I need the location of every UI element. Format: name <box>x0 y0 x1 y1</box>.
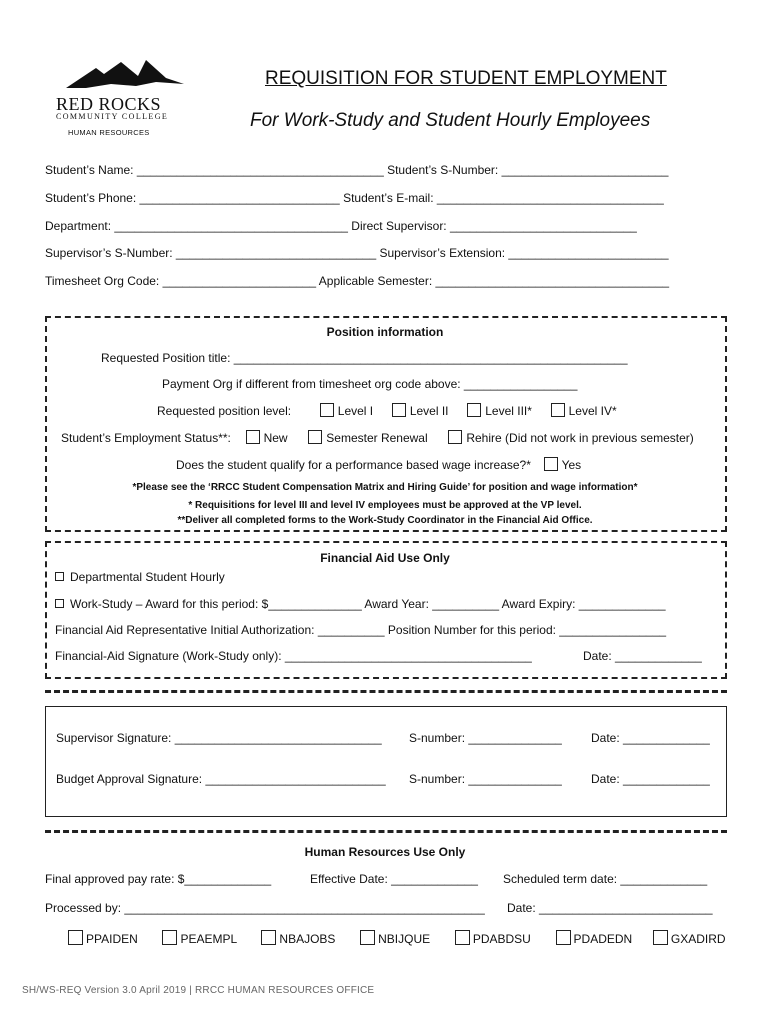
section-divider <box>45 830 727 833</box>
term-date-field[interactable]: Scheduled term date: _____________ <box>503 872 708 886</box>
wage-question-row <box>176 457 581 472</box>
supervisor-signature-field[interactable]: Supervisor Signature: _______________________________ <box>56 731 382 745</box>
status-rehire-checkbox[interactable] <box>448 430 462 444</box>
college-subname: COMMUNITY COLLEGE <box>56 112 169 121</box>
status-renewal-label: Semester Renewal <box>326 431 428 445</box>
employment-status-row <box>61 430 694 445</box>
wage-yes-checkbox[interactable] <box>544 457 558 471</box>
code-pdadedn-label: PDADEDN <box>573 932 633 946</box>
hr-codes-row <box>68 930 726 946</box>
code-pdabdsu-checkbox[interactable] <box>455 930 470 945</box>
status-new-label: New <box>263 431 288 445</box>
status-renewal-checkbox[interactable] <box>308 430 322 444</box>
college-logo <box>52 58 192 140</box>
level-4-checkbox[interactable] <box>551 403 565 417</box>
requested-title-field[interactable]: Requested Position title: ___________________________________________________________ <box>101 351 628 365</box>
financial-aid-heading: Financial Aid Use Only <box>320 551 450 565</box>
level-4-label: Level IV* <box>568 404 617 418</box>
budget-date-field[interactable]: Date: _____________ <box>591 772 710 786</box>
code-gxadird-label: GXADIRD <box>670 932 726 946</box>
supervisor-snumber-field[interactable]: S-number: ______________ <box>409 731 562 745</box>
footer-version: SH/WS-REQ Version 3.0 April 2019 | RRCC HUMAN RESOURCES OFFICE <box>22 985 375 996</box>
note-deliver: **Deliver all completed forms to the Work-Study Coordinator in the Financial Aid Office. <box>177 515 593 526</box>
hr-heading: Human Resources Use Only <box>304 845 466 859</box>
code-peaempl-checkbox[interactable] <box>162 930 177 945</box>
financial-aid-date-field[interactable]: Date: _____________ <box>583 649 702 663</box>
work-study-label[interactable]: Work-Study – Award for this period: $______________ Award Year: __________ Award Expiry: _____________ <box>70 597 666 611</box>
position-heading: Position information <box>326 325 444 339</box>
departmental-hourly-row <box>55 570 225 584</box>
level-row <box>157 403 617 418</box>
level-1-label: Level I <box>337 404 374 418</box>
code-pdabdsu-label: PDABDSU <box>472 932 531 946</box>
status-rehire-label: Rehire (Did not work in previous semester) <box>466 431 694 445</box>
code-peaempl-label: PEAEMPL <box>180 932 237 946</box>
level-2-label: Level II <box>409 404 449 418</box>
processed-by-field[interactable]: Processed by: ______________________________________________________ <box>45 901 485 915</box>
code-nbajobs-label: NBAJOBS <box>279 932 336 946</box>
note-compensation: *Please see the ‘RRCC Student Compensation Matrix and Hiring Guide’ for position and wage information* <box>132 482 638 493</box>
level-3-label: Level III* <box>485 404 532 418</box>
status-new-checkbox[interactable] <box>246 430 260 444</box>
approvals-box <box>45 706 727 817</box>
code-nbajobs-checkbox[interactable] <box>261 930 276 945</box>
supervisor-snumber-row[interactable]: Supervisor’s S-Number: ______________________________ Supervisor’s Extension: ________________________ <box>45 246 669 260</box>
student-name-row[interactable]: Student’s Name: _____________________________________ Student’s S-Number: _________________________ <box>45 163 669 177</box>
pay-rate-field[interactable]: Final approved pay rate: $_____________ <box>45 872 272 886</box>
form-title: REQUISITION FOR STUDENT EMPLOYMENT <box>265 68 667 89</box>
section-divider <box>45 690 727 693</box>
rep-authorization-field[interactable]: Financial Aid Representative Initial Authorization: __________ Position Number for this period: ________________ <box>55 623 667 637</box>
effective-date-field[interactable]: Effective Date: _____________ <box>310 872 478 886</box>
college-name: RED ROCKS <box>56 94 162 114</box>
supervisor-date-field[interactable]: Date: _____________ <box>591 731 710 745</box>
level-2-checkbox[interactable] <box>392 403 406 417</box>
financial-aid-signature-field[interactable]: Financial-Aid Signature (Work-Study only): _____________________________________ <box>55 649 532 663</box>
student-phone-row[interactable]: Student’s Phone: ______________________________ Student’s E-mail: __________________________________ <box>45 191 664 205</box>
departmental-hourly-checkbox[interactable] <box>55 572 64 581</box>
level-1-checkbox[interactable] <box>320 403 334 417</box>
budget-snumber-field[interactable]: S-number: ______________ <box>409 772 562 786</box>
code-ppaiden-checkbox[interactable] <box>68 930 83 945</box>
note-level-approval: * Requisitions for level III and level IV employees must be approved at the VP level. <box>188 500 582 511</box>
wage-yes-label: Yes <box>561 458 582 472</box>
processed-date-field[interactable]: Date: __________________________ <box>507 901 713 915</box>
form-subtitle: For Work-Study and Student Hourly Employees <box>250 110 651 131</box>
department-row[interactable]: Department: ___________________________________ Direct Supervisor: ____________________________ <box>45 219 637 233</box>
level-3-checkbox[interactable] <box>467 403 481 417</box>
department-name: HUMAN RESOURCES <box>68 128 150 137</box>
code-pdadedn-checkbox[interactable] <box>556 930 571 945</box>
level-label: Requested position level: <box>157 404 292 418</box>
budget-signature-field[interactable]: Budget Approval Signature: ___________________________ <box>56 772 386 786</box>
status-label: Student’s Employment Status**: <box>61 431 231 445</box>
code-gxadird-checkbox[interactable] <box>653 930 668 945</box>
payment-org-field[interactable]: Payment Org if different from timesheet org code above: _________________ <box>162 377 578 391</box>
wage-question: Does the student qualify for a performance based wage increase?* <box>176 458 531 472</box>
work-study-checkbox[interactable] <box>55 599 64 608</box>
departmental-hourly-label: Departmental Student Hourly <box>70 570 225 584</box>
code-ppaiden-label: PPAIDEN <box>86 932 138 946</box>
work-study-row <box>55 597 666 611</box>
timesheet-org-row[interactable]: Timesheet Org Code: _______________________ Applicable Semester: ___________________________________ <box>45 274 670 288</box>
code-nbijque-label: NBIJQUE <box>378 932 431 946</box>
code-nbijque-checkbox[interactable] <box>360 930 375 945</box>
mountain-logo-icon <box>66 58 196 94</box>
